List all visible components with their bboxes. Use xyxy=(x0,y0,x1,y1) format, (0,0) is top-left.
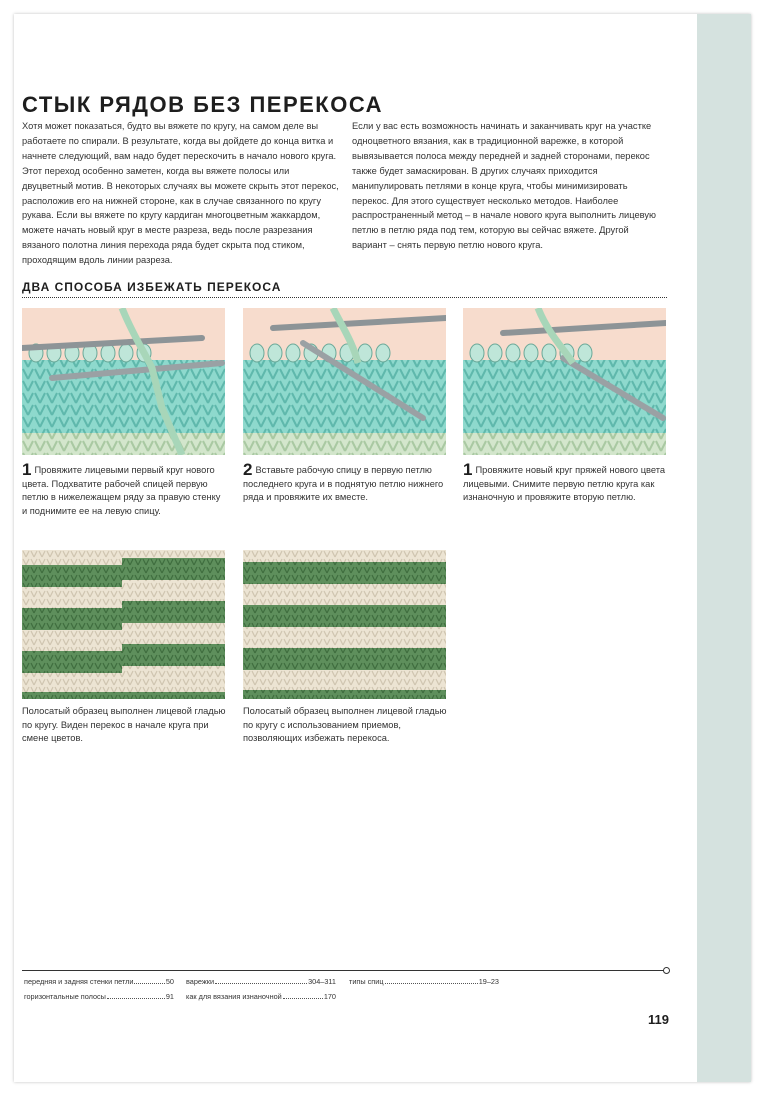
swatch-without-jog xyxy=(243,550,446,699)
index-entry xyxy=(349,977,499,986)
step-3-description xyxy=(463,460,668,505)
intro-text-left: Хотя может показаться, будто вы вяжете по кругу, на самом деле вы работаете по спирали. В результате, когда вы дойдете до конца витка и начнете следующий, вам надо будет перескочить в начало нового круга. Этот переход особенно заметен, когда вы вяжете полосы или двуцветный мотив. В некоторых случаях вы можете скрыть этот перекос, расположив его на нижней стороне, как в случае связанного по кругу рукава. Если вы вяжете по кругу кардиган многоцветным жаккардом, можете начать новый круг в месте разреза, ведь после разрезания вязаного полотна линия перехода ряда будет скрыта под стиком, проходящим вдоль линии разреза. xyxy=(22,121,339,266)
index-entry xyxy=(186,977,336,986)
illustration-step-2 xyxy=(243,308,446,455)
index-label: типы спиц xyxy=(349,977,384,986)
index-pages: 50 xyxy=(165,977,174,986)
swatch-caption-1: Полосатый образец выполнен лицевой гладью по кругу. Виден перекос в начале круга при смене цветов. xyxy=(22,706,226,743)
step-2-description xyxy=(243,460,448,505)
step-text: Вставьте рабочую спицу в первую петлю последнего круга и в поднятую петлю нижнего ряда и провяжите их вместе. xyxy=(243,465,444,502)
index-entry xyxy=(24,992,174,1001)
index-entry xyxy=(186,992,336,1001)
step-text: Провяжите лицевыми первый круг нового цвета. Подхватите рабочей спицей первую петлю в нижележащем ряду за правую стенку и поднимите ее на левую спицу. xyxy=(22,465,221,516)
page-title: СТЫК РЯДОВ БЕЗ ПЕРЕКОСА xyxy=(22,92,384,117)
index-entry xyxy=(24,977,174,986)
index-label: передняя и задняя стенки петли xyxy=(24,977,134,986)
step-text: Провяжите новый круг пряжей нового цвета лицевыми. Снимите первую петлю круга как изнаночную и провяжите вторую петлю. xyxy=(463,465,666,502)
index-label: горизонтальные полосы xyxy=(24,992,106,1001)
footer-divider-end-mark xyxy=(663,967,670,974)
intro-text-right: Если у вас есть возможность начинать и заканчивать круг на участке одноцветного вязания, как в традиционной варежке, в которой вывязывается полоса между передней и задней сторонами, перекос также будет замаскирован. В других случаях приходится манипулировать петлями в конце круга, чтобы минимизировать перекос. Для этого существует несколько методов. Наиболее распространенный метод – в начале нового круга выполнить лицевую петлю в петлю ряда под тем, которую вы сейчас вяжете. Другой вариант – снять первую петлю нового круга. xyxy=(352,121,656,251)
section-heading: ДВА СПОСОБА ИЗБЕЖАТЬ ПЕРЕКОСА xyxy=(22,280,667,298)
page-number: 119 xyxy=(648,1012,669,1027)
step-number: 1 xyxy=(22,460,32,479)
illustration-step-1 xyxy=(22,308,225,455)
side-band xyxy=(697,14,751,1082)
swatch-with-jog xyxy=(22,550,225,699)
index-pages: 91 xyxy=(165,992,174,1001)
swatch-caption-2: Полосатый образец выполнен лицевой гладью по кругу с использованием приемов, позволяющих избежать перекоса. xyxy=(243,706,447,743)
illustration-step-3 xyxy=(463,308,666,455)
index-pages: 304–311 xyxy=(308,977,336,986)
index-label: как для вязания изнаночной xyxy=(186,992,282,1001)
index-label: варежки xyxy=(186,977,215,986)
index-pages: 170 xyxy=(323,992,336,1001)
step-1-description xyxy=(22,460,227,518)
index-pages: 19–23 xyxy=(478,977,499,986)
step-number: 2 xyxy=(243,460,253,479)
step-number: 1 xyxy=(463,460,473,479)
footer-divider xyxy=(22,970,665,971)
